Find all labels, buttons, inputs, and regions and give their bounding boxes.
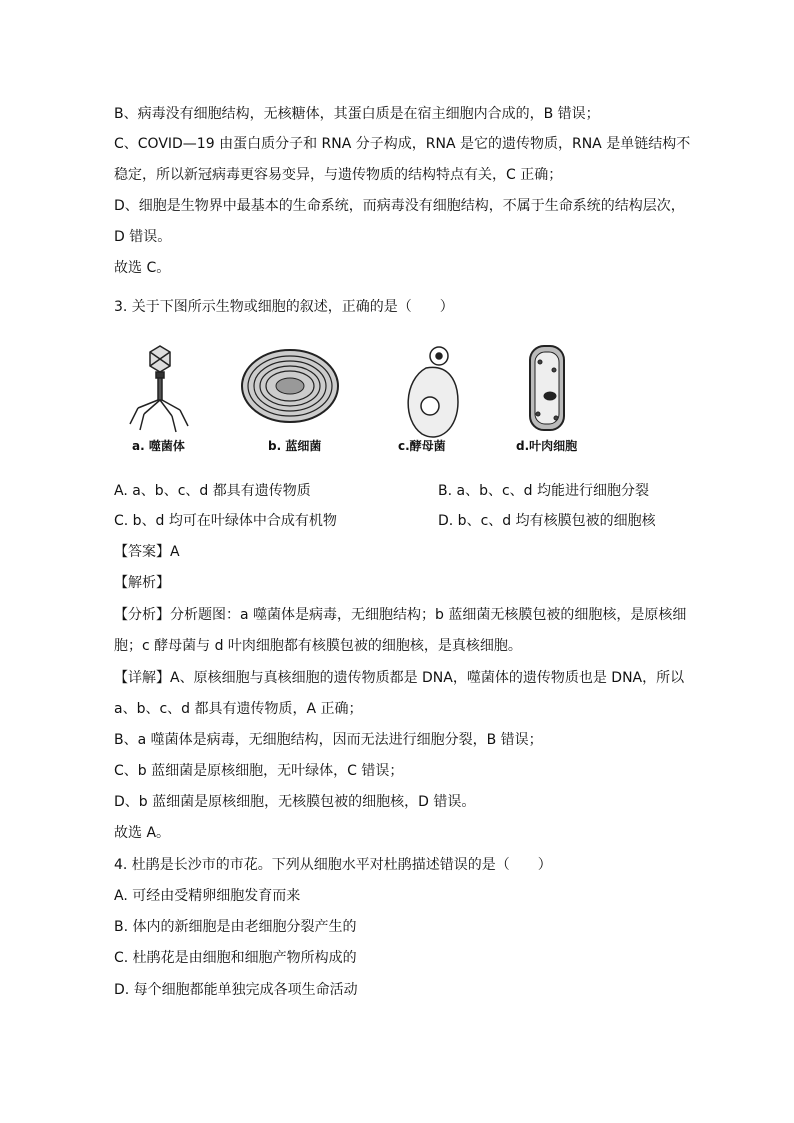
q3-option-b-explanation: B、a 噬菌体是病毒，无细胞结构，因而无法进行细胞分裂，B 错误； [114, 732, 543, 748]
q3-answer: 【答案】A [114, 544, 180, 560]
q3-option-c: C. b、d 均可在叶绿体中合成有机物 [114, 513, 337, 529]
q3-figure-drawings [114, 340, 584, 440]
q4-option-a: A. 可经由受精卵细胞发育而来 [114, 888, 301, 904]
q4-stem: 4. 杜鹃是长沙市的市花。下列从细胞水平对杜鹃描述错误的是（ ） [114, 857, 552, 873]
q3-option-d: D. b、c、d 均有核膜包被的细胞核 [438, 513, 656, 529]
q3-option-d-explanation: D、b 蓝细菌是原核细胞，无核膜包被的细胞核，D 错误。 [114, 794, 476, 810]
q3-fenxi-line1: 【分析】分析题图：a 噬菌体是病毒，无细胞结构；b 蓝细菌无核膜包被的细胞核，是原核细 [114, 607, 687, 623]
yeast-drawing [408, 347, 458, 437]
mesophyll-cell-drawing [530, 346, 564, 430]
figure-caption-phage: a. 噬菌体 [132, 439, 185, 453]
q4-option-b: B. 体内的新细胞是由老细胞分裂产生的 [114, 919, 357, 935]
figure-caption-cyanobacterium: b. 蓝细菌 [268, 439, 322, 453]
q4-option-c: C. 杜鹃花是由细胞和细胞产物所构成的 [114, 950, 357, 966]
q3-choice: 故选 A。 [114, 825, 171, 841]
q2-option-d-explanation-line2: D 错误。 [114, 229, 172, 245]
q3-stem: 3. 关于下图所示生物或细胞的叙述，正确的是（ ） [114, 299, 454, 315]
q4-option-d: D. 每个细胞都能单独完成各项生命活动 [114, 982, 358, 998]
q2-option-b-explanation: B、病毒没有细胞结构，无核糖体，其蛋白质是在宿主细胞内合成的，B 错误； [114, 106, 600, 122]
cyanobacterium-drawing [242, 350, 338, 422]
q3-analysis-heading: 【解析】 [114, 575, 170, 591]
q2-option-c-explanation-line1: C、COVID—19 由蛋白质分子和 RNA 分子构成，RNA 是它的遗传物质，RNA 是单链结构不 [114, 136, 691, 152]
q3-xiangjie-line2: a、b、c、d 都具有遗传物质，A 正确； [114, 701, 363, 717]
q2-choice: 故选 C。 [114, 260, 171, 276]
q3-option-a: A. a、b、c、d 都具有遗传物质 [114, 483, 311, 499]
q2-option-d-explanation-line1: D、细胞是生物界中最基本的生命系统，而病毒没有细胞结构，不属于生命系统的结构层次， [114, 198, 685, 214]
q3-fenxi-line2: 胞；c 酵母菌与 d 叶肉细胞都有核膜包被的细胞核，是真核细胞。 [114, 638, 522, 654]
q3-option-b: B. a、b、c、d 均能进行细胞分裂 [438, 483, 650, 499]
figure-caption-mesophyll-cell: d.叶肉细胞 [516, 439, 578, 453]
phage-drawing [130, 346, 188, 432]
q2-option-c-explanation-line2: 稳定，所以新冠病毒更容易变异，与遗传物质的结构特点有关，C 正确； [114, 167, 563, 183]
figure-caption-yeast: c.酵母菌 [398, 439, 446, 453]
q3-option-c-explanation: C、b 蓝细菌是原核细胞，无叶绿体，C 错误； [114, 763, 404, 779]
q3-xiangjie-line1: 【详解】A、原核细胞与真核细胞的遗传物质都是 DNA，噬菌体的遗传物质也是 DNA，所以 [114, 670, 685, 686]
